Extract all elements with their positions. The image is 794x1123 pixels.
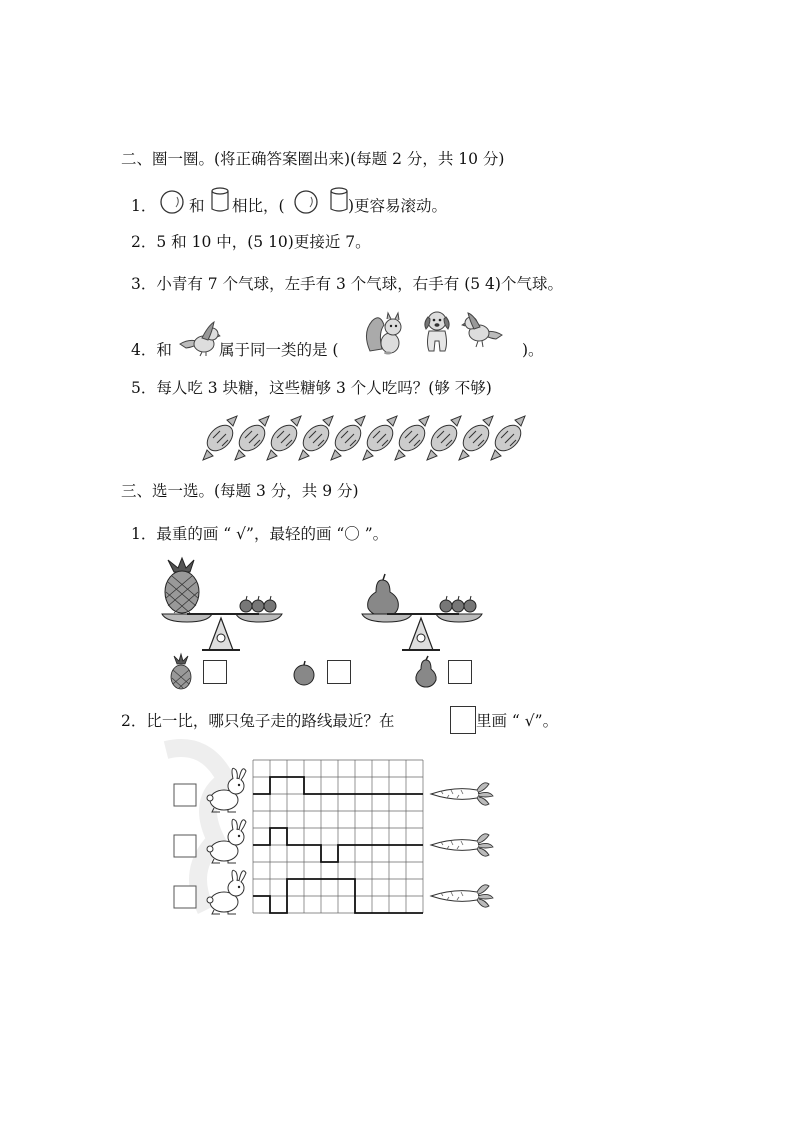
section3-heading: 三、选一选。(每题 3 分，共 9 分) [121, 482, 359, 500]
cylinder-icon [209, 186, 231, 214]
pineapple-icon [169, 654, 193, 690]
q1-and: 和 [189, 197, 205, 215]
puppy-icon [420, 309, 454, 353]
answer-box-pear[interactable] [448, 660, 472, 684]
balance-scale-icon [160, 558, 286, 654]
q1-compare: 相比，( [232, 197, 285, 215]
cylinder-icon [328, 186, 350, 214]
candy-icon [203, 414, 237, 462]
rabbit-answer-box [174, 886, 196, 908]
q3-text: 3．小青有 7 个气球，左手有 3 个气球，右手有 (5 4)个气球。 [131, 275, 563, 293]
squirrel-icon [364, 311, 408, 355]
carrot-icon [431, 783, 493, 805]
candy-row [203, 414, 533, 462]
ball-icon [159, 189, 185, 215]
candy-icon [299, 414, 333, 462]
carrot-icon [431, 885, 493, 907]
candy-icon [395, 414, 429, 462]
q4-lead: 4．和 [131, 341, 172, 359]
s3-q1-text: 1．最重的画 “ √”，最轻的画 “〇 ”。 [131, 525, 389, 543]
apple-icon [440, 596, 476, 612]
candy-icon [363, 414, 397, 462]
rabbit-route-figure [166, 740, 496, 920]
answer-box-apple[interactable] [327, 660, 351, 684]
pear-icon [368, 574, 399, 616]
candy-icon [459, 414, 493, 462]
s3-q2-prefix: 2．比一比，哪只兔子走的路线最近？在 [121, 712, 395, 730]
q2-text: 2．5 和 10 中，(5 10)更接近 7。 [131, 233, 371, 251]
candy-icon [491, 414, 525, 462]
apple-icon [291, 660, 317, 686]
bird-icon [462, 311, 504, 351]
ball-icon [293, 189, 319, 215]
pear-icon [414, 656, 438, 688]
q5-text: 5．每人吃 3 块糖，这些糖够 3 个人吃吗？(够 不够) [131, 379, 492, 397]
candy-icon [331, 414, 365, 462]
rabbit-answer-box [174, 784, 196, 806]
bird-icon [178, 320, 220, 358]
rabbit-answer-box [174, 835, 196, 857]
candy-icon [267, 414, 301, 462]
q1-tail: )更容易滚动。 [348, 197, 448, 215]
answer-box-pineapple[interactable] [203, 660, 227, 684]
section2-heading: 二、圈一圈。(将正确答案圈出来)(每题 2 分，共 10 分) [121, 150, 505, 168]
candy-icon [235, 414, 269, 462]
q4-tail: )。 [522, 341, 544, 359]
q4-mid: 属于同一类的是 ( [219, 341, 339, 359]
pineapple-icon [165, 558, 199, 613]
carrot-icon [431, 834, 493, 856]
apple-icon [240, 596, 276, 612]
rabbit-icon [207, 870, 246, 914]
inline-answer-box [450, 706, 476, 734]
s3-q2-suffix: 里画 “ √”。 [476, 712, 559, 730]
q1-number: 1． [131, 197, 157, 215]
balance-scale-icon [360, 574, 486, 654]
candy-icon [427, 414, 461, 462]
